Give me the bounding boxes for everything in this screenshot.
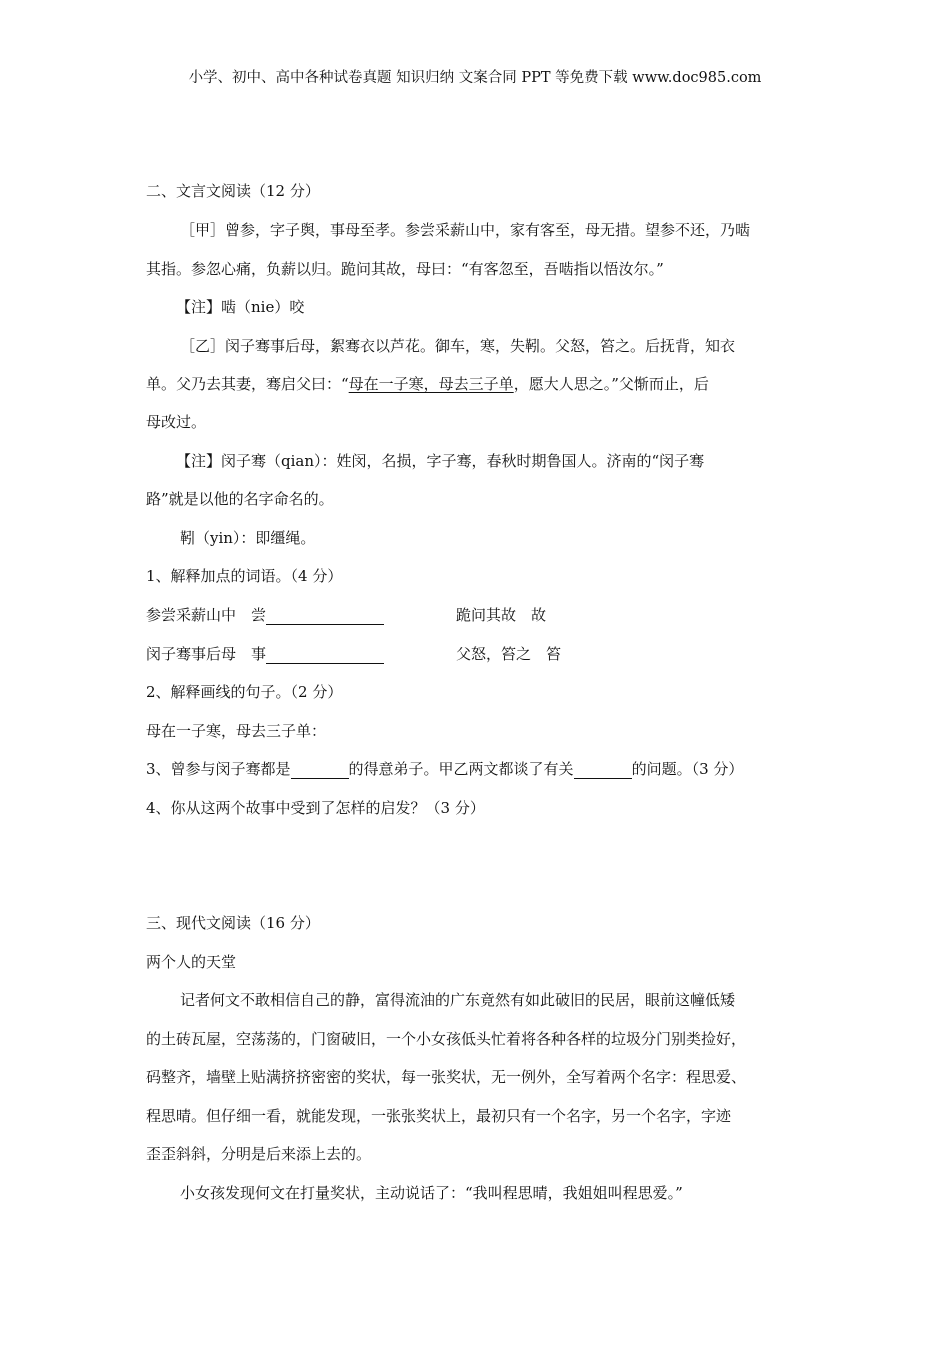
yi-note-line-2: 路”就是以他的名字命名的。 [146,490,334,508]
item-c-label: 闵子骞事后母 事 [146,645,267,663]
question-1-item-a [146,605,384,625]
question-1-item-d: 父怒，笞之 笞 [456,645,562,663]
answer-blank-c[interactable] [266,647,384,664]
question-1-item-c [146,644,384,664]
q3-part-1: 3、曾参与闵子骞都是 [146,760,291,778]
yi-text-line-1: ［乙］闵子骞事后母，絮骞衣以芦花。御车，寒，失靷。父怒，笞之。后抚背，知衣 [180,337,736,355]
answer-blank-q3-1[interactable] [291,762,349,779]
paragraph-1-line-1: 记者何文不敢相信自己的静，富得流油的广东竟然有如此破旧的民居，眼前这幢低矮 [180,991,736,1009]
answer-blank-q3-2[interactable] [574,762,632,779]
page-header: 小学、初中、高中各种试卷真题 知识归纳 文案合同 PPT 等免费下载 www.doc985.com [188,70,762,86]
question-1: 1、解释加点的词语。（4 分） [146,567,343,585]
yi-text-line-3: 母改过。 [146,413,207,431]
question-3 [146,759,743,779]
question-2-sentence: 母在一子寒，母去三子单： [146,722,327,740]
yi-note-line-1: 【注】闵子骞（qian）：姓闵，名损，字子骞，春秋时期鲁国人。济南的“闵子骞 [176,452,705,470]
q3-part-3: 的问题。（3 分） [631,760,744,778]
paragraph-1-line-2: 的土砖瓦屋，空荡荡的，门窗破旧，一个小女孩低头忙着将各种各样的垃圾分门别类捡好， [146,1030,747,1048]
underlined-sentence: 母在一子寒，母去三子单 [348,375,514,393]
paragraph-1-line-5: 歪歪斜斜，分明是后来添上去的。 [146,1145,372,1163]
question-2: 2、解释画线的句子。（2 分） [146,683,343,701]
paragraph-1-line-3: 码整齐，墙壁上贴满挤挤密密的奖状，每一张奖状，无一例外，全写着两个名字：程思爱、 [146,1068,747,1086]
jia-text-line-2: 其指。参忽心痛，负薪以归。跪问其故，母曰：“有客忽至，吾啮指以悟汝尔。” [146,260,664,278]
story-title: 两个人的天堂 [146,953,237,971]
yi-text-line-2 [146,374,709,394]
jia-note: 【注】啮（nie）咬 [176,298,305,316]
item-a-label: 参尝采薪山中 尝 [146,606,267,624]
yi-text-line-2-start: 单。父乃去其妻，骞启父曰：“ [146,375,349,393]
section2-title: 二、文言文阅读（12 分） [146,182,320,200]
yi-text-line-2-end: ，愿大人思之。”父惭而止，后 [513,375,709,393]
paragraph-2-line-1: 小女孩发现何文在打量奖状，主动说话了：“我叫程思晴，我姐姐叫程思爱。” [180,1184,683,1202]
question-4: 4、你从这两个故事中受到了怎样的启发？（3 分） [146,799,485,817]
answer-blank-a[interactable] [266,608,384,625]
paragraph-1-line-4: 程思晴。但仔细一看，就能发现，一张张奖状上，最初只有一个名字，另一个名字，字迹 [146,1107,732,1125]
question-1-item-b: 跪问其故 故 [456,606,547,624]
section3-title: 三、现代文阅读（16 分） [146,914,320,932]
jia-text-line-1: ［甲］曾参，字子舆，事母至孝。参尝采薪山中，家有客至，母无措。望参不还，乃啮 [180,221,751,239]
q3-part-2: 的得意弟子。甲乙两文都谈了有关 [348,760,574,778]
yi-note-line-3: 靷（yin）：即缰绳。 [180,529,316,547]
